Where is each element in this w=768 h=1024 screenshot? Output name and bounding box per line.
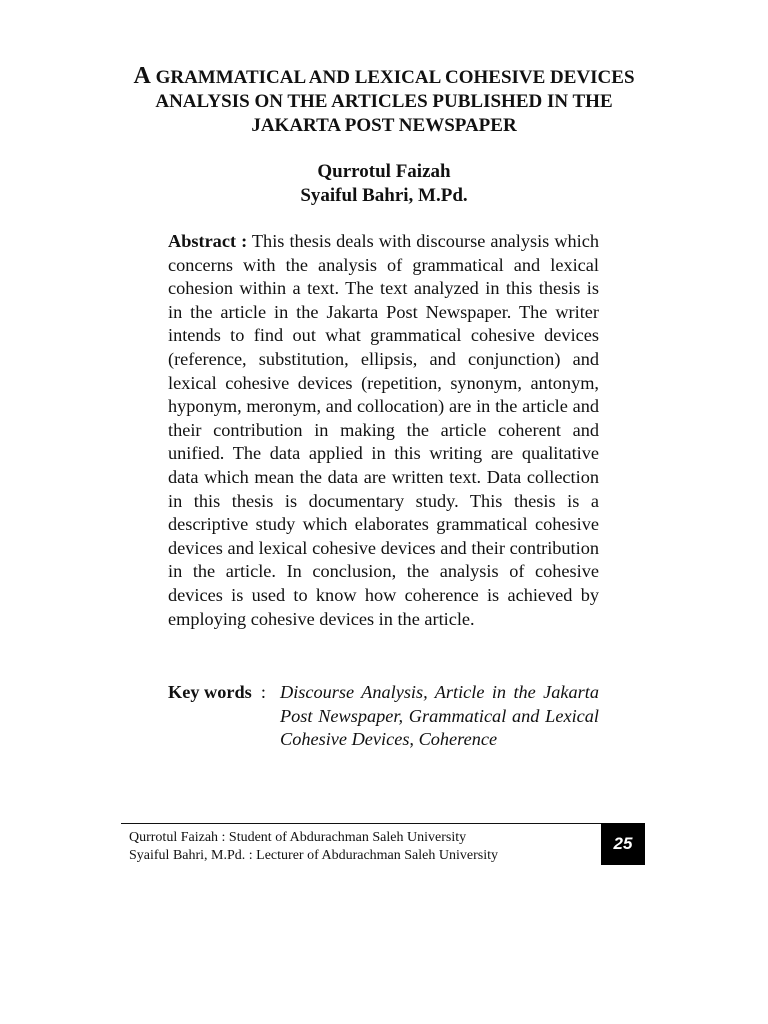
keywords-label: Key words xyxy=(168,682,252,702)
abstract xyxy=(168,230,599,631)
keywords-label-group xyxy=(168,681,280,752)
title-initial: A xyxy=(133,63,151,89)
author-name: Qurrotul Faizah xyxy=(317,161,451,182)
abstract-label: Abstract : xyxy=(168,231,248,251)
paper-title xyxy=(100,64,668,138)
title-line-1: GRAMMATICAL AND LEXICAL COHESIVE DEVICES xyxy=(150,67,635,88)
page-number-badge xyxy=(601,823,645,865)
footnotes xyxy=(129,829,599,865)
footnote-divider xyxy=(121,823,601,824)
author-block xyxy=(100,160,668,208)
keywords-text: Discourse Analysis, Article in the Jakarta Post Newspaper, Grammatical and Lexical Cohesive Devices, Coherence xyxy=(280,682,599,750)
title-line-2: ANALYSIS ON THE ARTICLES PUBLISHED IN THE xyxy=(155,91,613,112)
keywords xyxy=(168,681,599,752)
author-name: Syaiful Bahri, M.Pd. xyxy=(300,185,468,206)
footnote-item: Qurrotul Faizah : Student of Abdurachman Saleh University xyxy=(129,830,467,845)
keywords-colon: : xyxy=(260,682,266,702)
page-number: 25 xyxy=(613,834,633,853)
title-line-3: JAKARTA POST NEWSPAPER xyxy=(251,115,517,136)
footnote-item: Syaiful Bahri, M.Pd. : Lecturer of Abdurachman Saleh University xyxy=(129,848,498,863)
abstract-text: This thesis deals with discourse analysis which concerns with the analysis of grammatical and lexical cohesion within a text. The text analyzed in this thesis is in the article in the Jakarta Post Newspaper. The writer intends to find out what grammatical cohesive devices (reference, substitution, ellipsis, and conjunction) and lexical cohesive devices (repetition, synonym, antonym, hyponym, meronym, and collocation) are in the article and their contribution in making the article coherent and unified. The data applied in this writing are qualitative data which mean the data are written text. Data collection in this thesis is documentary study. This thesis is a descriptive study which elaborates grammatical cohesive devices and lexical cohesive devices and their contribution in the article. In conclusion, the analysis of cohesive devices is used to know how coherence is achieved by employing cohesive devices in the article. xyxy=(168,231,599,629)
